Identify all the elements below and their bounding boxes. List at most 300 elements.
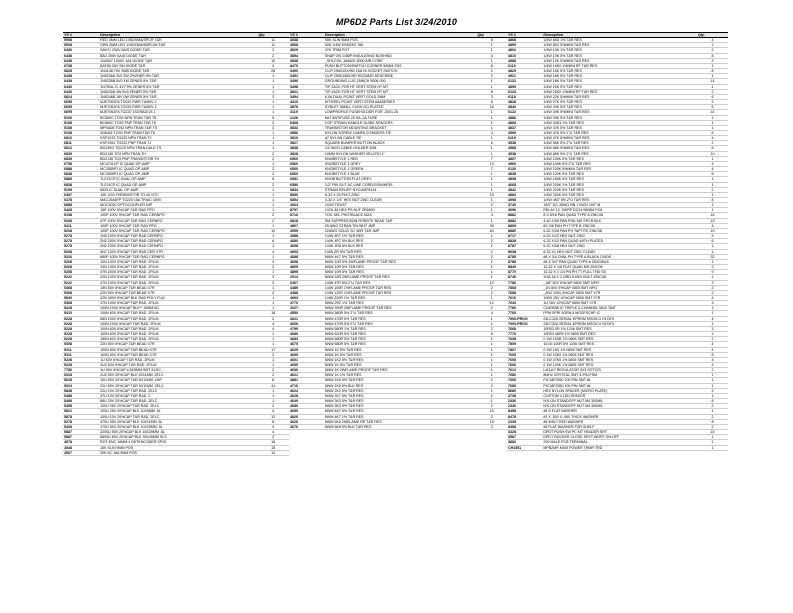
description-cell: 22U 10V 20%CAP T&R RAD .2ELC bbox=[99, 388, 257, 393]
part-number-cell: 4998 bbox=[507, 198, 542, 203]
description-cell: 5533 IC DUAL OP-AMP bbox=[99, 187, 257, 192]
description-cell: 4N7 100V 5%CAP T&R RAD CER X7R bbox=[99, 249, 257, 254]
quantity-cell: 9 bbox=[697, 270, 728, 275]
description-cell: 47N 100V 5%CAP T&R RAD .2FILM bbox=[99, 280, 257, 285]
description-cell: KNOBSTYLE 1 GREY bbox=[324, 161, 477, 166]
quantity-cell: 1 bbox=[697, 74, 728, 79]
description-cell: FPM SPRI 3GRN 8 MOSFSCHP IC bbox=[542, 311, 697, 316]
part-number-cell: 5628 bbox=[63, 378, 99, 383]
description-cell: 6A7 ANTIFUSE 20 SA .2A FUSE bbox=[324, 115, 477, 120]
description-cell: 100N 100V 5%CAP T&R RAD .2FILM bbox=[99, 321, 257, 326]
quantity-cell: 1 bbox=[476, 295, 507, 300]
quantity-cell: 8 bbox=[697, 69, 728, 74]
quantity-cell: 1 bbox=[476, 177, 507, 182]
quantity-cell: 1 bbox=[257, 141, 289, 146]
description-cell: 2U2 50V 20%CAP BLK 5X11MM .2ELC bbox=[99, 373, 257, 378]
quantity-cell: 6 bbox=[697, 239, 728, 244]
part-number-cell: 5428 bbox=[63, 208, 99, 213]
part-number-cell: 3854 bbox=[289, 53, 324, 58]
quantity-cell: 4 bbox=[476, 130, 507, 135]
part-number-cell: 6580 bbox=[289, 182, 324, 187]
quantity-header: Qty. bbox=[697, 33, 728, 38]
quantity-cell: 12 bbox=[476, 301, 507, 306]
part-number-header: YS # bbox=[63, 33, 99, 38]
part-number-cell: 4680 bbox=[289, 239, 324, 244]
description-cell: SNAP ON 1/4MP INSULATING BUSHING bbox=[324, 53, 477, 58]
part-number-cell: 4693 bbox=[289, 295, 324, 300]
part-number-cell: 5368 bbox=[63, 301, 99, 306]
description-cell: TRANSISTOR MOUNTING BRACKET bbox=[324, 125, 477, 130]
part-number-cell: 4601 bbox=[289, 357, 324, 362]
description-cell: 1/2 INCH CABLE HOLDER 2M8 bbox=[324, 146, 477, 151]
description-cell: NNW 560R 1% T&R RES bbox=[324, 326, 477, 331]
part-number-cell: 5716 bbox=[289, 213, 324, 218]
description-cell: PUSH BUTTON/SWITCH CORNER 50MM SSS bbox=[324, 63, 477, 68]
description-cell: NNW 1K5 5% BLK RES bbox=[324, 383, 477, 388]
description-cell: 1/4"6-46 HEX PS NUT ZR6600 bbox=[324, 208, 477, 213]
description-cell: BA2 200V 6A/D DIODE T&R bbox=[99, 53, 257, 58]
part-number-cell: 4489 bbox=[289, 285, 324, 290]
description-cell: _2N2 100V 5%CAP 0805 SMT X7R bbox=[542, 290, 697, 295]
part-number-header: YS # bbox=[507, 33, 542, 38]
quantity-cell: 7 bbox=[476, 156, 507, 161]
part-number-cell: 6560 bbox=[289, 161, 324, 166]
part-number-cell: 5228 bbox=[63, 357, 99, 362]
part-number-cell: 4588 bbox=[289, 234, 324, 239]
part-number-cell: 5228 bbox=[63, 363, 99, 368]
description-cell: 3/16-18 X 2 GRD 8 HEX BOLT ZINC08 bbox=[542, 275, 697, 280]
part-number-cell: 4624 bbox=[289, 388, 324, 393]
part-number-cell: 7688 bbox=[507, 290, 542, 295]
description-cell: TOG SEL PHOTBLACE MZA bbox=[324, 213, 477, 218]
description-cell: 470U 50V 20%CAP BLK 10X20MM .5L bbox=[99, 424, 257, 429]
quantity-cell: 2 bbox=[257, 120, 289, 125]
quantity-cell: 1 bbox=[257, 357, 289, 362]
description-cell: NNW 5K6 2WFLAME RE T&R RES bbox=[324, 419, 477, 424]
part-number-cell: 7900-PROG bbox=[507, 316, 542, 321]
description-cell: 1/2" PIN SLIT AC LINE CORD/2X5WHEEL bbox=[324, 182, 477, 187]
description-cell: TIP JACK FOR HT VERT STEM HT MT bbox=[324, 89, 477, 94]
description-cell: RED 3MM LED 1V8/20MA/SPCR T&R bbox=[99, 38, 257, 43]
part-number-cell: 6438 bbox=[63, 58, 99, 63]
part-number-cell: 5368 bbox=[63, 290, 99, 295]
part-number-cell: 5108 bbox=[63, 120, 99, 125]
description-cell: _16F 50V 5%CAP 0805 SMT NPO bbox=[542, 280, 697, 285]
part-number-cell: 5316 bbox=[63, 254, 99, 259]
quantity-cell: 3 bbox=[257, 172, 289, 177]
description-cell: 1N4007 1000V 1A4 DIODE T&R bbox=[99, 58, 257, 63]
quantity-cell: 32 bbox=[697, 254, 728, 259]
description-cell: DPDT ROCKER CLOSE SPST WOFF ON-OFF bbox=[542, 435, 697, 440]
part-number-cell: 8828 bbox=[507, 239, 542, 244]
quantity-cell: 2 bbox=[257, 156, 289, 161]
quantity-cell: 1 bbox=[476, 352, 507, 357]
description-cell: 150N 63V 5%CAP T&R RAD .2FILM bbox=[99, 337, 257, 342]
description-cell: 15P 100V 5%CAP T&R RAD PPO bbox=[99, 208, 257, 213]
quantity-cell: 1 bbox=[257, 295, 289, 300]
part-number-cell: 2235 bbox=[507, 419, 542, 424]
quantity-cell: 1 bbox=[476, 125, 507, 130]
part-number-cell: 6695 bbox=[63, 105, 99, 110]
quantity-cell: 8 bbox=[697, 198, 728, 203]
part-number-cell: 5410 bbox=[63, 311, 99, 316]
quantity-cell: 2 bbox=[697, 285, 728, 290]
description-cell: 1/4W 100K 5% T&R RES bbox=[542, 156, 697, 161]
description-cell: PIC18F2550 100 PIN SMT 8L bbox=[542, 378, 697, 383]
description-cell: 10.00 100R 5% 1206 SMT RES bbox=[542, 342, 697, 347]
quantity-cell: 15 bbox=[476, 419, 507, 424]
quantity-cell: 3 bbox=[257, 259, 289, 264]
quantity-cell: 1 bbox=[257, 136, 289, 141]
quantity-cell: 2 bbox=[257, 48, 289, 53]
part-number-cell: 6560 bbox=[289, 172, 324, 177]
quantity-cell: 2 bbox=[697, 424, 728, 429]
part-number-cell: 4628 bbox=[289, 393, 324, 398]
quantity-cell: 8 bbox=[476, 38, 507, 43]
part-number-cell: 6560 bbox=[289, 156, 324, 161]
part-number-cell: 8882 bbox=[507, 213, 542, 218]
quantity-cell: 15 bbox=[697, 430, 728, 435]
part-number-cell: 3833 bbox=[289, 125, 324, 130]
part-number-cell: 4578 bbox=[63, 440, 99, 445]
quantity-cell: 1 bbox=[257, 79, 289, 84]
part-number-cell: 4808 bbox=[507, 38, 542, 43]
description-cell: STRAIN RELIEF NYC/ADP6114 bbox=[324, 187, 477, 192]
part-number-cell: 4606 bbox=[289, 321, 324, 326]
part-number-cell: 4886 bbox=[507, 115, 542, 120]
part-number-cell: 3882 bbox=[507, 440, 542, 445]
description-cell: 1U 50V 5%CAP 4.5X5MM SMT ELEC bbox=[99, 368, 257, 373]
quantity-cell: 1 bbox=[476, 79, 507, 84]
part-number-cell: 4676 bbox=[289, 424, 324, 429]
description-cell: 1N750A-TL 4V7 5% ZENER 5% T&R bbox=[99, 84, 257, 89]
part-number-cell: 5908 bbox=[63, 38, 99, 43]
part-number-cell: 4550 bbox=[289, 311, 324, 316]
part-number-cell: 6854 bbox=[289, 198, 324, 203]
part-number-cell: 4895 bbox=[507, 84, 542, 89]
quantity-cell: 2 bbox=[476, 424, 507, 429]
quantity-cell: 1 bbox=[697, 435, 728, 440]
part-number-cell: 5308 bbox=[63, 342, 99, 347]
part-number-cell: 7780 bbox=[507, 306, 542, 311]
quantity-cell: 2 bbox=[476, 249, 507, 254]
part-number-cell: 6118 bbox=[507, 94, 542, 99]
part-number-cell: 5222 bbox=[63, 280, 99, 285]
quantity-cell: 8 bbox=[697, 172, 728, 177]
description-cell: 1/4W 15K 5% T&R RES bbox=[542, 69, 697, 74]
quantity-cell: 2 bbox=[697, 404, 728, 409]
part-number-cell: 3428 bbox=[507, 430, 542, 435]
quantity-cell: 2 bbox=[257, 316, 289, 321]
quantity-cell: 6 bbox=[476, 141, 507, 146]
description-cell: 22U 50V 20%CAP T&R 5X11MM .2ELC bbox=[99, 383, 257, 388]
part-number-cell: CH1551 bbox=[507, 445, 542, 450]
part-number-cell: 5208 bbox=[63, 249, 99, 254]
part-number-cell: 4698 bbox=[289, 244, 324, 249]
description-cell: 24LC32A SERIAL EPROM MSOIC4 Y8 DFX bbox=[542, 316, 697, 321]
description-cell: BAT85 30V SM DIODE T&R bbox=[99, 63, 257, 68]
quantity-header: Qty. bbox=[476, 33, 507, 38]
quantity-cell: 1 bbox=[697, 120, 728, 125]
quantity-cell: 2 bbox=[476, 414, 507, 419]
part-number-cell: 7668 bbox=[507, 326, 542, 331]
quantity-cell: 8 bbox=[697, 53, 728, 58]
part-number-cell: 8850 bbox=[289, 192, 324, 197]
part-number-cell: 8770 bbox=[507, 270, 542, 275]
part-number-cell: 4883 bbox=[507, 192, 542, 197]
description-cell: 1/4W 6K8 1% T&R RES bbox=[542, 38, 697, 43]
description-cell: 1/4W 12K 5%MINI T&R RES bbox=[542, 58, 697, 63]
description-cell: 0 1W 100K 1% 0805 SMT RES bbox=[542, 363, 697, 368]
part-number-cell: 5887 bbox=[63, 430, 99, 435]
quantity-cell: 4 bbox=[476, 53, 507, 58]
quantity-cell: 1 bbox=[257, 192, 289, 197]
description-cell: 1U 16V 10%CAP 0805 SMT X7R bbox=[542, 301, 697, 306]
part-number-cell: 5278 bbox=[63, 239, 99, 244]
quantity-cell: 2 bbox=[476, 383, 507, 388]
part-number-cell: 6812 bbox=[63, 146, 99, 151]
description-cell: MC3559P1 IC QUAD OP-AMP bbox=[99, 172, 257, 177]
quantity-cell: 2 bbox=[476, 326, 507, 331]
description-cell: NNW 33R 2WFLAME PROOF T&R RES bbox=[324, 275, 477, 280]
part-number-cell: 3498 bbox=[289, 84, 324, 89]
description-cell: 1U 63V 5%CAP T&R RAD .2FILM bbox=[99, 357, 257, 362]
quantity-cell: 1 bbox=[257, 161, 289, 166]
quantity-cell: 3 bbox=[697, 301, 728, 306]
description-cell: 68N 100V 5%CAP T&R RAD .2FILM bbox=[99, 316, 257, 321]
quantity-cell: 4 bbox=[697, 357, 728, 362]
quantity-cell: 2 bbox=[697, 368, 728, 373]
quantity-cell: 4 bbox=[697, 167, 728, 172]
part-number-cell: 5908 bbox=[63, 43, 99, 48]
description-header: Description bbox=[542, 33, 697, 38]
part-number-cell: 6123 bbox=[507, 89, 542, 94]
description-cell: NYLON SCREW 1/4MPA D ENDERS TIE bbox=[324, 130, 477, 135]
part-number-cell: 7605 bbox=[507, 357, 542, 362]
part-number-cell: 4881 bbox=[289, 378, 324, 383]
quantity-cell: 1 bbox=[697, 409, 728, 414]
description-cell: 47P 100V 5%CAP T&R RAD CERNPO bbox=[99, 218, 257, 223]
quantity-cell: 1 bbox=[476, 198, 507, 203]
quantity-cell: 2 bbox=[257, 352, 289, 357]
quantity-cell: 2 bbox=[476, 254, 507, 259]
description-cell: 100N 25V 10%CAP 0805 SMT X7R bbox=[542, 295, 697, 300]
description-cell: 1N5246B 16V 0W ZENER 5% T&R bbox=[99, 94, 257, 99]
description-cell: #8 FLAT WASHER FOR SHELF bbox=[542, 424, 697, 429]
part-number-cell: 6810 bbox=[63, 136, 99, 141]
part-number-cell: 6110 bbox=[507, 63, 542, 68]
part-number-cell: 6798 bbox=[63, 161, 99, 166]
description-cell: 1/4W 4R7 1% T&R RES bbox=[324, 234, 477, 239]
part-number-cell: 4636 bbox=[289, 368, 324, 373]
quantity-cell: 1 bbox=[476, 265, 507, 270]
part-number-cell: 6119 bbox=[507, 136, 542, 141]
part-number-cell: 7780 bbox=[63, 368, 99, 373]
description-cell: 2200U 50V 20%CAP BLK 16X25MM .5L bbox=[99, 430, 257, 435]
quantity-cell: 1 bbox=[476, 347, 507, 352]
description-cell: 1/4W 4R7 5% BLK RES bbox=[324, 239, 477, 244]
quantity-cell: 1 bbox=[257, 388, 289, 393]
part-number-cell: 4693 bbox=[289, 249, 324, 254]
quantity-cell: 1 bbox=[697, 445, 728, 450]
quantity-cell: 8 bbox=[697, 419, 728, 424]
quantity-cell: 4 bbox=[697, 363, 728, 368]
quantity-cell: 1 bbox=[476, 259, 507, 264]
quantity-cell: 4 bbox=[697, 316, 728, 321]
quantity-cell: 12 bbox=[257, 450, 289, 455]
quantity-cell: 64 bbox=[476, 228, 507, 233]
quantity-cell: 2 bbox=[257, 404, 289, 409]
part-number-cell: 3828 bbox=[289, 151, 324, 156]
part-number-cell: 4655 bbox=[289, 363, 324, 368]
description-cell: 2N2 100V 5%CAP T&R RAD CERNPO bbox=[99, 244, 257, 249]
description-cell: 6800U 80V 20%CAP BLK 35X45MM SLS bbox=[99, 435, 257, 440]
quantity-cell: 41 bbox=[257, 383, 289, 388]
description-cell: #6 WSLT RED WASHER bbox=[542, 419, 697, 424]
part-number-cell: 8468 bbox=[289, 120, 324, 125]
quantity-cell: 1 bbox=[476, 48, 507, 53]
part-number-cell: 5228 bbox=[63, 326, 99, 331]
description-cell: 100U 25V 20%CAP BLK 10X5MM .5L bbox=[99, 409, 257, 414]
description-cell: NNW 4K7 1% T&R RES bbox=[324, 414, 477, 419]
part-number-cell: 5208 bbox=[63, 265, 99, 270]
part-number-cell: 8740 bbox=[507, 275, 542, 280]
quantity-cell: 2 bbox=[476, 306, 507, 311]
part-number-cell: 2126 bbox=[289, 115, 324, 120]
part-number-cell: 8882 bbox=[507, 218, 542, 223]
part-number-cell: 4683 bbox=[289, 337, 324, 342]
quantity-cell: 3 bbox=[697, 388, 728, 393]
quantity-cell: 2 bbox=[476, 203, 507, 208]
description-cell: NNW 4K7 5% T&R RES bbox=[324, 254, 477, 259]
quantity-cell: 1 bbox=[476, 43, 507, 48]
quantity-cell: 2 bbox=[476, 290, 507, 295]
description-cell: LOWPROFILE FUSEHOLDER FOR .25X1.25 bbox=[324, 110, 477, 115]
quantity-cell: 4 bbox=[697, 136, 728, 141]
description-cell: NNW 6K8 5% BLK T&R RES bbox=[324, 424, 477, 429]
quantity-header: Qty. bbox=[257, 33, 289, 38]
description-cell: 1/4W 330K 5% T&R RES bbox=[542, 192, 697, 197]
quantity-cell: 3 bbox=[476, 94, 507, 99]
quantity-cell: 1 bbox=[476, 316, 507, 321]
part-number-cell: 5208 bbox=[63, 259, 99, 264]
part-number-cell: 6695 bbox=[63, 110, 99, 115]
quantity-cell: 5 bbox=[257, 115, 289, 120]
description-cell: 100U 10V 20%CAP T&R RAD .2ELC bbox=[99, 414, 257, 419]
description-cell: 1/4W 1R8 5% BLK RES bbox=[324, 244, 477, 249]
quantity-cell: 1 bbox=[257, 285, 289, 290]
quantity-cell: 2 bbox=[476, 285, 507, 290]
part-number-cell: 4621 bbox=[289, 316, 324, 321]
quantity-cell: 6 bbox=[257, 177, 289, 182]
part-number-cell: 7680 bbox=[507, 373, 542, 378]
part-number-cell: 7605 bbox=[507, 352, 542, 357]
part-number-cell: 4716 bbox=[289, 383, 324, 388]
part-number-cell: 7686 bbox=[507, 383, 542, 388]
part-number-cell: 7868 bbox=[507, 285, 542, 290]
description-cell: PIC18F2550 100 PIN SMT 8L bbox=[542, 383, 697, 388]
description-cell: NNW 10R 5% 2WFLAME PROOF T&R RES bbox=[324, 259, 477, 264]
part-number-cell: 6120 bbox=[507, 167, 542, 172]
description-cell: NNW 1K 2WFLAME PROOF T&R RES bbox=[324, 368, 477, 373]
description-cell: 100N 50V 5%CAP T&R BEAD X7R bbox=[99, 347, 257, 352]
description-cell: MJE7061FA TO220 PWR 7A/60V 1 bbox=[99, 100, 257, 105]
description-cell: 1/4W 100K 5% 2"U T&R RES bbox=[542, 161, 697, 166]
part-number-cell: 7606 bbox=[507, 363, 542, 368]
quantity-cell: 1 bbox=[476, 321, 507, 326]
quantity-cell: 2 bbox=[697, 290, 728, 295]
quantity-cell: 13 bbox=[476, 161, 507, 166]
description-cell: 20K 5C 18A 9MM POS bbox=[99, 450, 257, 455]
quantity-cell: 1 bbox=[476, 172, 507, 177]
quantity-cell: 2 bbox=[257, 290, 289, 295]
description-cell: 1/4W 150K 5% T&R RES bbox=[542, 177, 697, 182]
quantity-cell: 16 bbox=[697, 213, 728, 218]
description-cell: NNW 2K7 5% T&R RES bbox=[324, 393, 477, 398]
description-cell: 1/4W 20K 5% T&R RES bbox=[542, 84, 697, 89]
quantity-cell: 2 bbox=[476, 378, 507, 383]
part-number-cell: 6738 bbox=[63, 63, 99, 68]
part-number-cell: 6467 bbox=[289, 280, 324, 285]
description-cell: 1N5236A 3V0 2W 2%ZNER 5% T&R bbox=[99, 74, 257, 79]
parts-column-3 bbox=[507, 32, 728, 451]
description-header: Description bbox=[99, 33, 257, 38]
part-number-cell: 8809 bbox=[507, 223, 542, 228]
description-cell: #7 NYLON CABLE TIE bbox=[324, 136, 477, 141]
quantity-cell: 1 bbox=[257, 399, 289, 404]
part-number-cell: 6824 bbox=[63, 94, 99, 99]
part-number-cell: 5498 bbox=[63, 404, 99, 409]
parts-table-1 bbox=[63, 32, 289, 456]
quantity-cell: 2 bbox=[697, 337, 728, 342]
part-number-cell: 4629 bbox=[289, 347, 324, 352]
description-cell: GRN 3MM LED 1V8/20MA/50PC/IN T&R bbox=[99, 43, 257, 48]
part-number-cell: 4699 bbox=[289, 352, 324, 357]
quantity-cell: 23 bbox=[476, 192, 507, 197]
description-cell: NNW 680R 5% T&R RES bbox=[324, 342, 477, 347]
quantity-cell: 2 bbox=[697, 141, 728, 146]
quantity-cell: 1 bbox=[257, 110, 289, 115]
description-cell: 24LC32A SERIAL EPROM MSOIC4 Y8 DFX bbox=[542, 321, 697, 326]
part-number-cell: 4868 bbox=[507, 120, 542, 125]
description-cell: 1/4W 33K 5% T&R RES bbox=[542, 105, 697, 110]
part-number-cell: 6695 bbox=[63, 100, 99, 105]
description-cell: 2N5401 TO92 PNP TRAN T&R T8 bbox=[99, 130, 257, 135]
part-number-cell: 4686 bbox=[289, 404, 324, 409]
description-cell: 10R03 46R9 1% 0805 SMT RES bbox=[542, 332, 697, 337]
quantity-cell: 2 bbox=[697, 48, 728, 53]
description-cell: #8 X 3/4 OVAL PH TYPE A BLACK OXIDE bbox=[542, 254, 697, 259]
quantity-cell: 2 bbox=[257, 182, 289, 187]
description-cell: 10K 10% THERMISTOR TO-92 NTC bbox=[99, 192, 257, 197]
part-number-cell: 4488 bbox=[289, 290, 324, 295]
part-number-cell: 5488 bbox=[63, 393, 99, 398]
quantity-cell: 3 bbox=[697, 280, 728, 285]
description-cell: 22AWG SOLID SC WIR T&R JMP bbox=[324, 228, 477, 233]
part-number-cell: 7900-PROG bbox=[507, 321, 542, 326]
description-cell: 100P 100V 5%CAP T&R RAD PPO bbox=[99, 223, 257, 228]
part-number-cell: 6848 bbox=[63, 172, 99, 177]
quantity-cell: 2 bbox=[257, 368, 289, 373]
description-cell: #8 S FLAT WASHER bbox=[542, 409, 697, 414]
description-cell: 680P 100V 5%CAP T&R RAD CERNPO bbox=[99, 254, 257, 259]
part-number-cell: 5278 bbox=[63, 234, 99, 239]
quantity-cell: 1 bbox=[697, 259, 728, 264]
part-number-cell: 5408 bbox=[63, 424, 99, 429]
part-number-cell: 4842 bbox=[507, 187, 542, 192]
part-number-cell: 8038 bbox=[507, 249, 542, 254]
part-number-cell: 8788 bbox=[507, 259, 542, 264]
